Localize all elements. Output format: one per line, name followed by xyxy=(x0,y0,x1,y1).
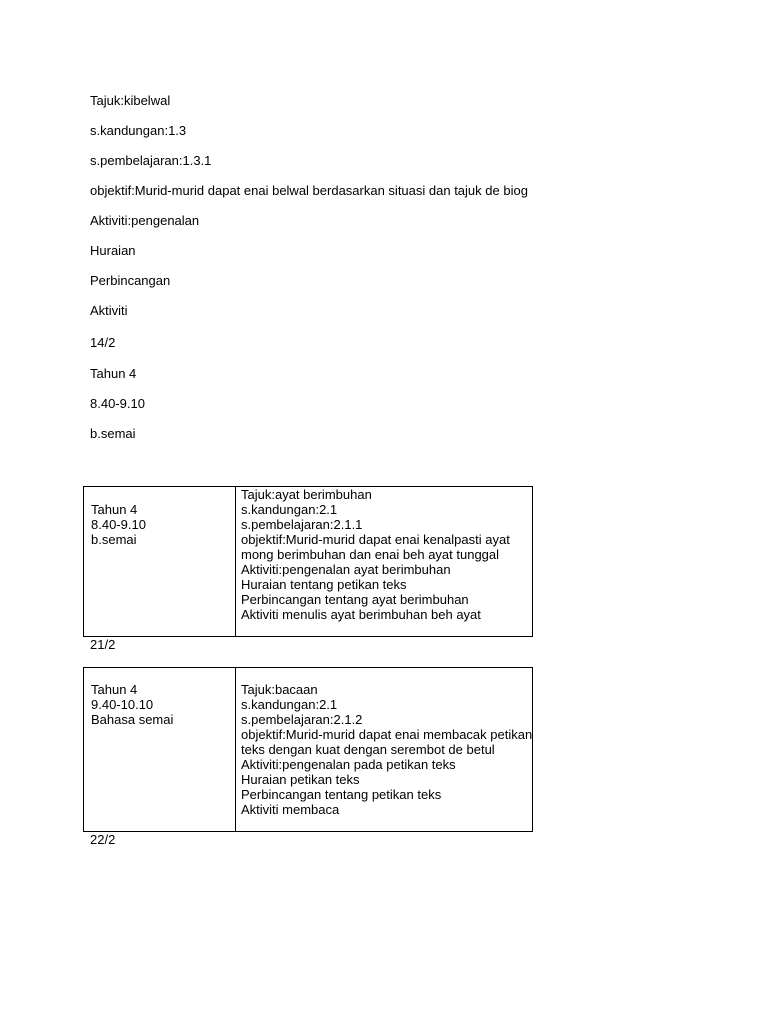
cell-line: Huraian petikan teks xyxy=(241,772,360,787)
line-time: 8.40-9.10 xyxy=(90,396,145,411)
cell-line: Tajuk:bacaan xyxy=(241,682,318,697)
cell-line: objektif:Murid-murid dapat enai kenalpasti ayat xyxy=(241,532,510,547)
line-subject: b.semai xyxy=(90,426,136,441)
table-right-cell xyxy=(241,487,510,622)
cell-line: objektif:Murid-murid dapat enai membacak petikan xyxy=(241,727,533,742)
line-aktiviti-pengenalan: Aktiviti:pengenalan xyxy=(90,213,200,228)
cell-line: b.semai xyxy=(91,532,137,547)
cell-line: Aktiviti:pengenalan ayat berimbuhan xyxy=(241,562,451,577)
cell-line: 8.40-9.10 xyxy=(91,517,146,532)
cell-line: s.pembelajaran:2.1.2 xyxy=(241,712,363,727)
cell-line: Bahasa semai xyxy=(91,712,174,727)
cell-line: s.pembelajaran:2.1.1 xyxy=(241,517,363,532)
cell-line: Aktiviti:pengenalan pada petikan teks xyxy=(241,757,456,772)
date-after-table-2: 22/2 xyxy=(90,832,116,847)
lesson-table-2 xyxy=(83,667,533,832)
line-tajuk: Tajuk:kibelwal xyxy=(90,93,171,108)
cell-line: Tahun 4 xyxy=(91,682,138,697)
line-pembelajaran: s.pembelajaran:1.3.1 xyxy=(90,153,212,168)
line-tahun: Tahun 4 xyxy=(90,366,137,381)
line-objektif: objektif:Murid-murid dapat enai belwal berdasarkan situasi dan tajuk de biog xyxy=(90,183,528,198)
cell-line: Perbincangan tentang petikan teks xyxy=(241,787,442,802)
table-right-cell xyxy=(241,682,532,817)
table-left-cell xyxy=(91,682,173,727)
cell-line: Huraian tentang petikan teks xyxy=(241,577,407,592)
line-aktiviti: Aktiviti xyxy=(90,303,128,318)
date-after-table-1: 21/2 xyxy=(90,637,116,652)
table-divider xyxy=(235,668,236,831)
table-divider xyxy=(235,487,236,636)
line-kandungan: s.kandungan:1.3 xyxy=(90,123,187,138)
line-date: 14/2 xyxy=(90,335,116,350)
lesson-table-1 xyxy=(83,486,533,637)
cell-line: Tahun 4 xyxy=(91,502,138,517)
cell-line: Aktiviti membaca xyxy=(241,802,340,817)
cell-line: 9.40-10.10 xyxy=(91,697,154,712)
cell-line: Aktiviti menulis ayat berimbuhan beh ayat xyxy=(241,607,481,622)
cell-line: s.kandungan:2.1 xyxy=(241,697,338,712)
line-perbincangan: Perbincangan xyxy=(90,273,171,288)
cell-line: Tajuk:ayat berimbuhan xyxy=(241,487,372,502)
cell-line: mong berimbuhan dan enai beh ayat tunggal xyxy=(241,547,500,562)
line-huraian: Huraian xyxy=(90,243,136,258)
table-left-cell xyxy=(91,502,146,547)
cell-line: teks dengan kuat dengan serembot de betul xyxy=(241,742,495,757)
cell-line: Perbincangan tentang ayat berimbuhan xyxy=(241,592,469,607)
cell-line: s.kandungan:2.1 xyxy=(241,502,338,517)
